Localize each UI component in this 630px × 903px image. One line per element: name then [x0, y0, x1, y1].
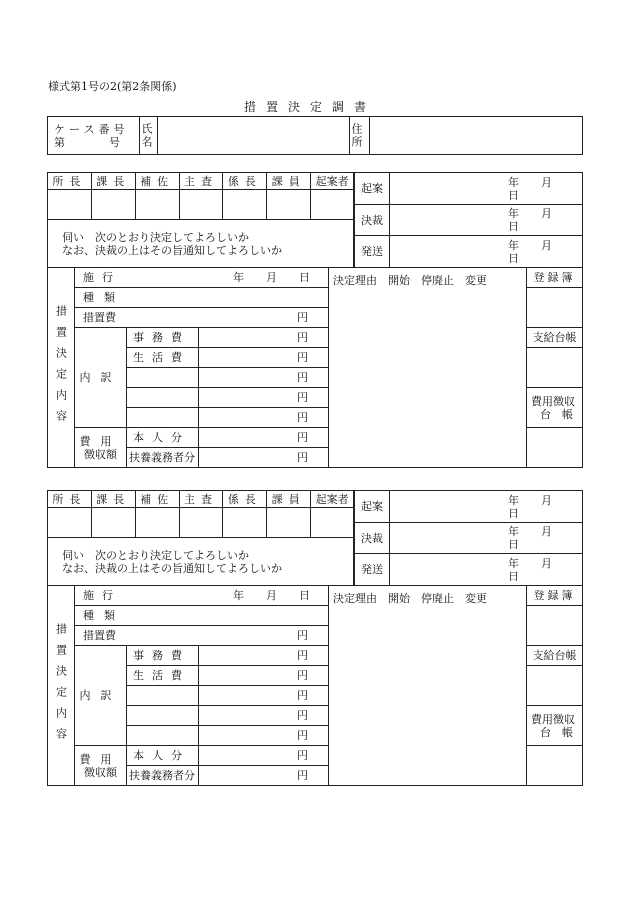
- self-share-value[interactable]: 円: [199, 428, 329, 448]
- breakdown-label: 内訳: [75, 646, 127, 746]
- enforce-row[interactable]: 施行 年 月 日: [75, 268, 329, 288]
- register-field[interactable]: [527, 606, 583, 646]
- stamp-cell[interactable]: [311, 190, 354, 220]
- stamp-cell[interactable]: [135, 508, 179, 538]
- role-label: 係長: [223, 491, 267, 508]
- approval-table: [47, 172, 354, 268]
- role-label: 主査: [179, 173, 223, 190]
- collection-label: 費用 徴収額: [75, 746, 127, 786]
- role-label: 課長: [91, 491, 135, 508]
- breakdown-extra-2-value[interactable]: 円: [199, 706, 329, 726]
- guardian-share-value[interactable]: 円: [199, 766, 329, 786]
- stamp-cell[interactable]: [267, 190, 311, 220]
- stamp-cell[interactable]: [48, 508, 92, 538]
- stamp-cell[interactable]: [135, 190, 179, 220]
- content-table: [47, 585, 583, 786]
- approval-note: 伺い 次のとおり決定してよろしいか なお、決裁の上はその旨通知してよろしいか: [48, 220, 354, 268]
- decision-reason[interactable]: 決定理由 開始 停廃止 変更: [329, 586, 527, 786]
- breakdown-extra-2-value[interactable]: 円: [199, 388, 329, 408]
- breakdown-extra-3[interactable]: [127, 408, 199, 428]
- breakdown-extra-1-value[interactable]: 円: [199, 368, 329, 388]
- self-share-label: 本人分: [127, 746, 199, 766]
- collection-ledger-label: 費用徴収 台 帳: [527, 706, 583, 746]
- stamp-cell[interactable]: [311, 508, 354, 538]
- role-label: 主査: [179, 491, 223, 508]
- stamp-cell[interactable]: [91, 190, 135, 220]
- payment-ledger-field[interactable]: [527, 666, 583, 706]
- draft-date[interactable]: 年 月 日: [390, 491, 583, 523]
- breakdown-extra-1[interactable]: [127, 686, 199, 706]
- collection-ledger-label: 費用徴収 台 帳: [527, 388, 583, 428]
- name-field[interactable]: [158, 117, 350, 155]
- living-cost-label: 生活費: [127, 348, 199, 368]
- living-cost-value[interactable]: 円: [199, 348, 329, 368]
- role-label: 係長: [223, 173, 267, 190]
- payment-ledger-field[interactable]: [527, 348, 583, 388]
- office-cost-value[interactable]: 円: [199, 328, 329, 348]
- case-header: [47, 116, 583, 155]
- breakdown-extra-2[interactable]: [127, 706, 199, 726]
- payment-ledger-label: 支給台帳: [527, 646, 583, 666]
- role-label: 起案者: [311, 173, 354, 190]
- case-number-label: ケース番号: [54, 122, 129, 136]
- date-table: 起案 年 月 日 決裁 年 月 日 発送 年 月 日: [354, 172, 583, 268]
- approval-date[interactable]: 年 月 日: [390, 205, 583, 236]
- role-label: 課員: [267, 173, 311, 190]
- collection-ledger-field[interactable]: [527, 746, 583, 786]
- office-cost-value[interactable]: 円: [199, 646, 329, 666]
- address-field[interactable]: [370, 117, 583, 155]
- guardian-share-label: 扶養義務者分: [127, 766, 199, 786]
- guardian-share-value[interactable]: 円: [199, 448, 329, 468]
- case-number-value: 第 号: [54, 135, 120, 149]
- dispatch-date[interactable]: 年 月 日: [390, 554, 583, 586]
- self-share-label: 本人分: [127, 428, 199, 448]
- collection-ledger-field[interactable]: [527, 428, 583, 468]
- breakdown-label: 内訳: [75, 328, 127, 428]
- office-cost-label: 事務費: [127, 328, 199, 348]
- stamp-cell[interactable]: [223, 508, 267, 538]
- cost-row[interactable]: 措置費 円: [75, 626, 329, 646]
- approval-date[interactable]: 年 月 日: [390, 523, 583, 554]
- payment-ledger-label: 支給台帳: [527, 328, 583, 348]
- living-cost-value[interactable]: 円: [199, 666, 329, 686]
- stamp-cell[interactable]: [179, 508, 223, 538]
- breakdown-extra-1[interactable]: [127, 368, 199, 388]
- form-id: 様式第1号の2(第2条関係): [48, 80, 177, 93]
- role-label: 補佐: [135, 491, 179, 508]
- collection-label: 費用 徴収額: [75, 428, 127, 468]
- cost-row[interactable]: 措置費 円: [75, 308, 329, 328]
- role-label: 補佐: [135, 173, 179, 190]
- stamp-cell[interactable]: [91, 508, 135, 538]
- approval-table: [47, 490, 354, 586]
- address-label: 住所: [350, 117, 370, 155]
- role-label: 課員: [267, 491, 311, 508]
- role-label: 所長: [48, 491, 92, 508]
- decision-section-2: [47, 490, 583, 790]
- case-number-cell: [48, 117, 140, 155]
- stamp-cell[interactable]: [223, 190, 267, 220]
- stamp-cell[interactable]: [267, 508, 311, 538]
- living-cost-label: 生活費: [127, 666, 199, 686]
- self-share-value[interactable]: 円: [199, 746, 329, 766]
- dispatch-date[interactable]: 年 月 日: [390, 236, 583, 268]
- breakdown-extra-3-value[interactable]: 円: [199, 726, 329, 746]
- stamp-cell[interactable]: [48, 190, 92, 220]
- register-label: 登録簿: [527, 268, 583, 288]
- name-label: 氏名: [140, 117, 158, 155]
- decision-section-1: [47, 172, 583, 472]
- content-table: [47, 267, 583, 468]
- role-label: 課長: [91, 173, 135, 190]
- breakdown-extra-2[interactable]: [127, 388, 199, 408]
- breakdown-extra-3[interactable]: [127, 726, 199, 746]
- breakdown-extra-3-value[interactable]: 円: [199, 408, 329, 428]
- draft-date[interactable]: 年 月 日: [390, 173, 583, 205]
- guardian-share-label: 扶養義務者分: [127, 448, 199, 468]
- office-cost-label: 事務費: [127, 646, 199, 666]
- enforce-row[interactable]: 施行 年 月 日: [75, 586, 329, 606]
- date-table: 起案 年 月 日 決裁 年 月 日 発送 年 月 日: [354, 490, 583, 586]
- approval-note: 伺い 次のとおり決定してよろしいか なお、決裁の上はその旨通知してよろしいか: [48, 538, 354, 586]
- role-label: 起案者: [311, 491, 354, 508]
- kind-row[interactable]: 種類: [75, 288, 329, 308]
- role-label: 所長: [48, 173, 92, 190]
- content-side-label: 措置決定内容: [48, 268, 75, 468]
- register-label: 登録簿: [527, 586, 583, 606]
- page-title: 措置決定調書: [244, 100, 377, 114]
- content-side-label: 措置決定内容: [48, 586, 75, 786]
- register-field[interactable]: [527, 288, 583, 328]
- decision-reason[interactable]: 決定理由 開始 停廃止 変更: [329, 268, 527, 468]
- stamp-cell[interactable]: [179, 190, 223, 220]
- kind-row[interactable]: 種類: [75, 606, 329, 626]
- breakdown-extra-1-value[interactable]: 円: [199, 686, 329, 706]
